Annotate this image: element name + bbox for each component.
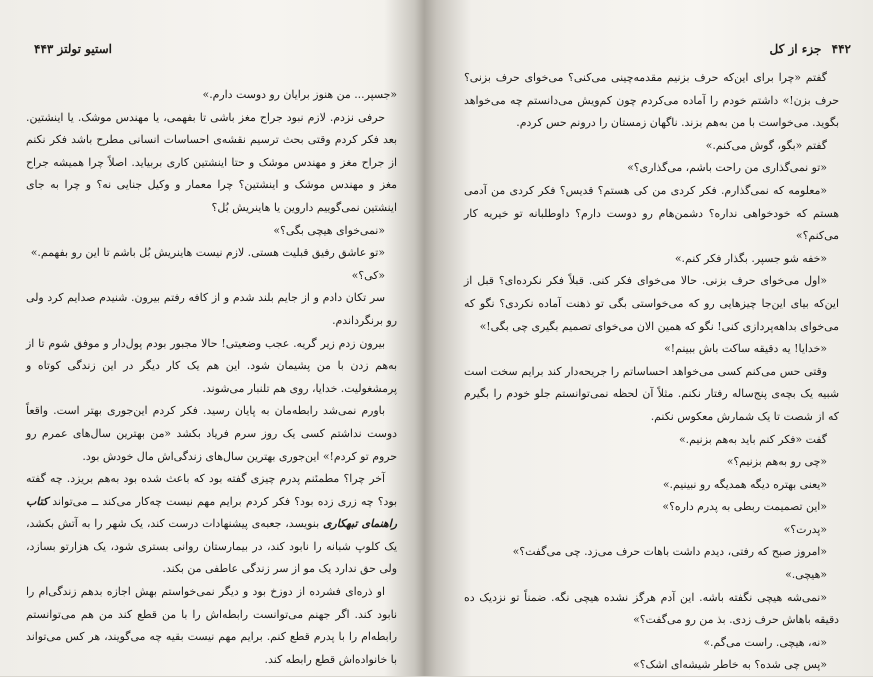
paragraph: «اول می‌خوای حرف بزنی. حالا می‌خوای فکر کنی. قبلاً فکر نکرده‌ای؟ قبل از این‌که بیای این‌جا چیزهایی رو که می‌خواستی بگی تو ذهنت آماده نکردی؟ نگو که می‌خوای بداهه‌پردازی کنی! نگو که همین الان می‌خوای تصمیم بگیری چی بگی!» [464,274,839,333]
right-page-header [770,42,852,56]
paragraph: گفتم «بگو، گوش می‌کنم.» [705,138,827,152]
paragraph-text: بنویسد، جعبه‌ی پیشنهادات درست کند، یک شهر را به آتش بکشد، یک کلوپ شبانه را نابود کند، در بیمارستان روانی بستری شود، یک هزارتو بسازد، ولی حق ندارد یک مو از سر زندگی عاطفی من بکند. [26,517,397,576]
paragraph-text: آخر چرا؟ مطمئنم پدرم چیزی گفته بود که باعث شده بود به‌هم بریزد. چه گفته بود؟ چه زری زده بود؟ فکر کردم برایم مهم نیست چه‌کار می‌کند ــ می‌تواند [26,472,397,508]
paragraph: «نمی‌شه هیچی نگفته باشه. این آدم هرگز نشده هیچی نگه. ضمناً تو نزدیک ده دقیقه باهاش حرف زدی. بذ من رو می‌گفت؟» [464,590,839,627]
paragraph: «تو نمی‌گذاری من راحت باشم، می‌گذاری؟» [627,161,827,175]
paragraph: «تو عاشق رفیق قبلیت هستی. لازم نیست هاینریش بُل باشم تا این رو بفهمم.» [30,246,385,260]
paragraph: باورم نمی‌شد رابطه‌مان به پایان رسید. فکر کردم این‌جوری بهتر است. واقعاً دوست نداشتم کسی یک روز سرم فریاد بکشد «من بهترین سال‌های عمرم رو حروم تو کردم!» این‌جوری بهترین سال‌های زندگی‌اش مال خودش بود. [26,404,397,463]
right-page-body [464,67,839,677]
paragraph: گفتم «چرا برای این‌که حرف بزنیم مقدمه‌چینی می‌کنی؟ می‌خوای حرف بزنی؟ حرف بزن!» داشتم خودم را آماده می‌کردم چون کم‌ویش می‌دانستم چه می‌خواهد بگوید. می‌خواست با من به‌هم بزند. ناگهان زمستان را درونم حس کردم. [464,71,839,130]
left-page-body [26,84,397,671]
page-number: ۴۴۲ [831,42,851,56]
page-number: ۴۴۳ [34,42,54,56]
running-title: استیو تولتز [57,42,112,56]
paragraph: وقتی حس می‌کنم کسی می‌خواهد احساساتم را جریحه‌دار کند برایم سخت است شبیه یک بچه‌ی پنج‌ساله رفتار نکنم. مثلاً آن لحظه نمی‌توانستم جلو خودم را بگیرم که از شصت تا یک شمارش معکوس نکنم. [464,364,839,423]
paragraph: حرفی نزدم. لازم نبود جراح مغز باشی تا بفهمی، یا مهندس موشک. یا اینشتین. بعد فکر کردم وقتی بحث ترسیم نقشه‌ی احساسات انسانی مطرح باشد فکر نکنم از جراح مغز و مهندس موشک و حتا اینشتین کاری بربیاید. اصلاً چرا همیشه جراح مغز و مهندس موشک و اینشتین؟ چرا معمار و وکیل جنایی نه؟ و چرا به جای اینشتین نمی‌گوییم داروین یا هاینریش بُل؟ [26,110,397,214]
paragraph: «امروز صبح که رفتی، دیدم داشت باهات حرف می‌زد. چی می‌گفت؟» [512,545,827,559]
paragraph: «پدرت؟» [783,522,827,536]
left-page-header [28,42,112,56]
paragraph: سر تکان دادم و از جایم بلند شدم و از کافه رفتم بیرون. شنیدم صدایم کرد ولی رو برنگرداندم. [26,291,397,327]
paragraph: «کی؟» [351,268,385,282]
running-title: جزء از کل [769,42,822,56]
paragraph [26,468,397,581]
paragraph: «پس چی شده؟ به خاطر شیشه‌ای اشک؟» [633,658,827,672]
paragraph: بیرون زدم زیر گریه. عجب وضعیتی! حالا مجبور بودم پول‌دار و موفق شوم تا از به‌هم زدن با من پشیمان شود. این هم یک کار دیگر در این زندگی کوتاه و پرمشغولیت. خدایا، روی هم تلنبار می‌شوند. [26,336,397,395]
paragraph: «این تصمیمت ربطی به پدرم داره؟» [662,500,827,514]
paragraph: «یعنی بهتره دیگه همدیگه رو نبینیم.» [662,477,827,491]
paragraph: «جسپر... من هنوز برایان رو دوست دارم.» [202,88,397,101]
paragraph: «چی رو به‌هم بزنیم؟» [726,455,827,469]
paragraph: «نه، هیچی. راست می‌گم.» [703,635,827,649]
left-page [0,0,415,676]
right-page [448,0,873,676]
book-title-emphasis: کتاب راهنمای تبهکاری [26,494,398,531]
paragraph: «خفه شو جسپر. بگذار فکر کنم.» [674,251,827,265]
paragraph: گفت «فکر کنم باید به‌هم بزنیم.» [679,432,827,446]
paragraph: او ذره‌ای فشرده از دوزخ بود و دیگر نمی‌خواستم بهش اجازه بدهم زندگی‌ام را نابود کند. اگر جهنم می‌توانست رابطه‌اش را با من قطع کند من هم می‌توانستم رابطه‌ام را با پدرم قطع کنم. برایم مهم نیست بقیه چه می‌گویند، هر کس می‌تواند با خانواده‌اش قطع رابطه کند. [26,585,397,666]
paragraph: «هیچی.» [785,568,827,582]
paragraph: «نمی‌خوای هیچی بگی؟» [273,223,385,237]
paragraph: «خدایا! یه دقیقه ساکت باش ببینم!» [664,342,827,356]
paragraph: «معلومه که نمی‌گذارم. فکر کردی من کی هستم؟ قدیس؟ فکر کردی من آدمی هستم که خودخواهی نداره؟ دشمن‌هام رو دوست دارم؟ داوطلبانه تو خیریه کار می‌کنم؟» [464,183,839,243]
